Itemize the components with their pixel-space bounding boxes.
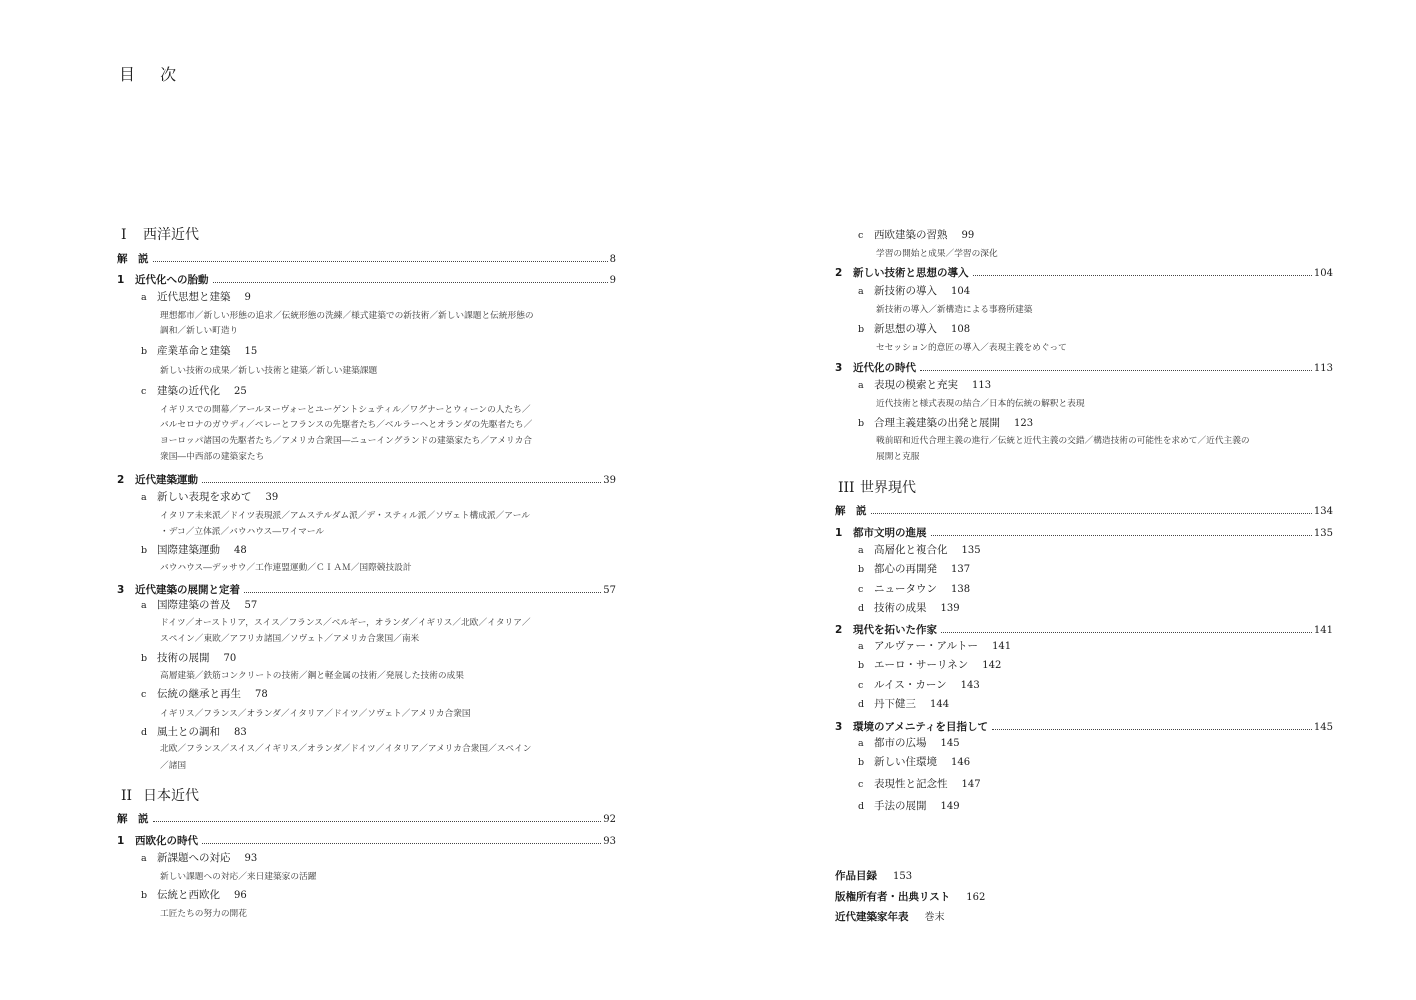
section-description: ヨーロッパ諸国の先駆者たち／アメリカ合衆国―ニューイングランドの建築家たち／アメリカ合 <box>160 436 532 446</box>
toc-chapter[interactable]: 1 都市文明の進展 135 <box>835 527 1333 539</box>
section-description: セセッション的意匠の導入／表現主義をめぐって <box>876 343 1067 353</box>
section-description: イギリス／フランス／オランダ／イタリア／ドイツ／ソヴェト／アメリカ合衆国 <box>160 709 471 719</box>
section-description: 理想都市／新しい形態の追求／伝統形態の洗練／様式建築での新技術／新しい課題と伝統形態の <box>160 311 534 321</box>
toc-section[interactable]: c 建築の近代化 25 <box>141 385 247 397</box>
section-description: 工匠たちの努力の開花 <box>160 909 247 919</box>
section-description: ドイツ／オーストリア，スイス／フランス／ベルギー，オランダ／イギリス／北欧／イタリア／ <box>160 618 531 628</box>
toc-section[interactable]: c 西欧建築の習熟 99 <box>858 229 975 241</box>
toc-section[interactable]: a 新課題への対応 93 <box>141 852 258 864</box>
section-description: 新しい技術の成果／新しい技術と建築／新しい建築課題 <box>160 366 378 376</box>
toc-end-entry-chronology[interactable]: 近代建築家年表 巻末 <box>835 911 945 923</box>
toc-section[interactable]: d 手法の展開 149 <box>858 800 960 812</box>
section-description: 新しい課題への対応／来日建築家の活躍 <box>160 872 317 882</box>
toc-section[interactable]: c ニュータウン 138 <box>858 583 971 595</box>
toc-section[interactable]: a 国際建築の普及 57 <box>141 599 258 611</box>
toc-section[interactable]: a 高層化と複合化 135 <box>858 544 981 556</box>
leader-dots <box>931 535 1312 536</box>
section-description: ・デコ／立体派／バウハウス―ワイマール <box>160 527 325 537</box>
toc-section[interactable]: b 新しい住環境 146 <box>858 756 971 768</box>
toc-section[interactable]: a 近代思想と建築 9 <box>141 291 251 303</box>
toc-section[interactable]: a 表現の模索と充実 113 <box>858 379 992 391</box>
toc-chapter[interactable]: 1 西欧化の時代 93 <box>117 835 616 847</box>
toc-section[interactable]: c 伝統の継承と再生 78 <box>141 688 268 700</box>
part-heading[interactable]: III 世界現代 <box>838 480 916 496</box>
toc-entry-kaisetsu[interactable]: 解 説 134 <box>835 505 1333 517</box>
toc-section[interactable]: a 新技術の導入 104 <box>858 285 971 297</box>
section-description: 調和／新しい町造り <box>160 326 239 336</box>
toc-section[interactable]: d 丹下健三 144 <box>858 698 950 710</box>
section-description: 戦前昭和近代合理主義の進行／伝統と近代主義の交錯／構造技術の可能性を求めて／近代主義の <box>876 436 1250 446</box>
section-description: ／諸国 <box>160 761 187 771</box>
toc-section[interactable]: b 国際建築運動 48 <box>141 544 247 556</box>
toc-chapter[interactable]: 2 新しい技術と思想の導入 104 <box>835 267 1333 279</box>
section-description: 学習の開始と成果／学習の深化 <box>876 249 998 259</box>
toc-section[interactable]: c 表現性と記念性 147 <box>858 778 981 790</box>
toc-end-entry-credits[interactable]: 版権所有者・出典リスト 162 <box>835 891 986 903</box>
section-description: 近代技術と様式表現の結合／日本的伝統の解釈と表現 <box>876 399 1085 409</box>
part-heading[interactable]: I 西洋近代 <box>121 227 199 243</box>
toc-section[interactable]: a 都市の広場 145 <box>858 737 960 749</box>
toc-section[interactable]: d 技術の成果 139 <box>858 602 960 614</box>
section-description: 展開と克服 <box>876 452 920 462</box>
leader-dots <box>973 275 1312 276</box>
leader-dots <box>941 632 1312 633</box>
toc-section[interactable]: b 新思想の導入 108 <box>858 323 971 335</box>
toc-section[interactable]: b エーロ・サーリネン 142 <box>858 659 1002 671</box>
toc-section[interactable]: a アルヴァー・アルトー 141 <box>858 640 1012 652</box>
toc-entry-kaisetsu[interactable]: 解 説 92 <box>117 813 616 825</box>
toc-section[interactable]: d 風土との調和 83 <box>141 726 247 738</box>
leader-dots <box>920 370 1312 371</box>
toc-chapter[interactable]: 2 現代を拓いた作家 141 <box>835 624 1333 636</box>
section-description: イタリア未来派／ドイツ表現派／アムステルダム派／デ・スティル派／ソヴェト構成派／アール <box>160 511 530 521</box>
section-description: 北欧／フランス／スイス／イギリス／オランダ／ドイツ／イタリア／アメリカ合衆国／スペイン <box>160 744 532 754</box>
toc-chapter[interactable]: 2 近代建築運動 39 <box>117 474 616 486</box>
toc-section[interactable]: b 伝統と西欧化 96 <box>141 889 247 901</box>
toc-section[interactable]: b 技術の展開 70 <box>141 652 237 664</box>
section-description: イギリスでの開幕／アールヌーヴォーとユーゲントシュティル／ワグナーとウィーンの人たち／ <box>160 405 531 415</box>
toc-section[interactable]: b 産業革命と建築 15 <box>141 345 258 357</box>
toc-section[interactable]: b 合理主義建築の出発と展開 123 <box>858 417 1034 429</box>
toc-end-entry-works-catalog[interactable]: 作品目録 153 <box>835 870 913 882</box>
section-description: スペイン／東欧／アフリカ諸国／ソヴェト／アメリカ合衆国／南米 <box>160 634 420 644</box>
toc-entry-kaisetsu[interactable]: 解 説 8 <box>117 253 616 265</box>
page-title: 目 次 <box>119 65 187 84</box>
section-description: 高層建築／鉄筋コンクリートの技術／鋼と軽金属の技術／発展した技術の成果 <box>160 671 464 681</box>
leader-dots <box>871 513 1312 514</box>
section-description: 新技術の導入／新構造による事務所建築 <box>876 305 1033 315</box>
section-description: バウハウス―デッサウ／工作連盟運動／ＣＩＡＭ／国際競技設計 <box>160 563 412 573</box>
toc-chapter[interactable]: 1 近代化への胎動 9 <box>117 274 616 286</box>
toc-section[interactable]: b 都心の再開発 137 <box>858 563 971 575</box>
toc-chapter[interactable]: 3 近代化の時代 113 <box>835 362 1333 374</box>
section-description: 衆国―中西部の建築家たち <box>160 452 265 462</box>
toc-chapter[interactable]: 3 近代建築の展開と定着 57 <box>117 584 616 596</box>
part-heading[interactable]: II 日本近代 <box>121 788 199 804</box>
toc-section[interactable]: c ルイス・カーン 143 <box>858 679 980 691</box>
toc-section[interactable]: a 新しい表現を求めて 39 <box>141 491 279 503</box>
leader-dots <box>992 729 1312 730</box>
toc-chapter[interactable]: 3 環境のアメニティを目指して 145 <box>835 721 1333 733</box>
section-description: バルセロナのガウディ／ペレーとフランスの先駆者たち／ベルラーヘとオランダの先駆者たち／ <box>160 420 533 430</box>
